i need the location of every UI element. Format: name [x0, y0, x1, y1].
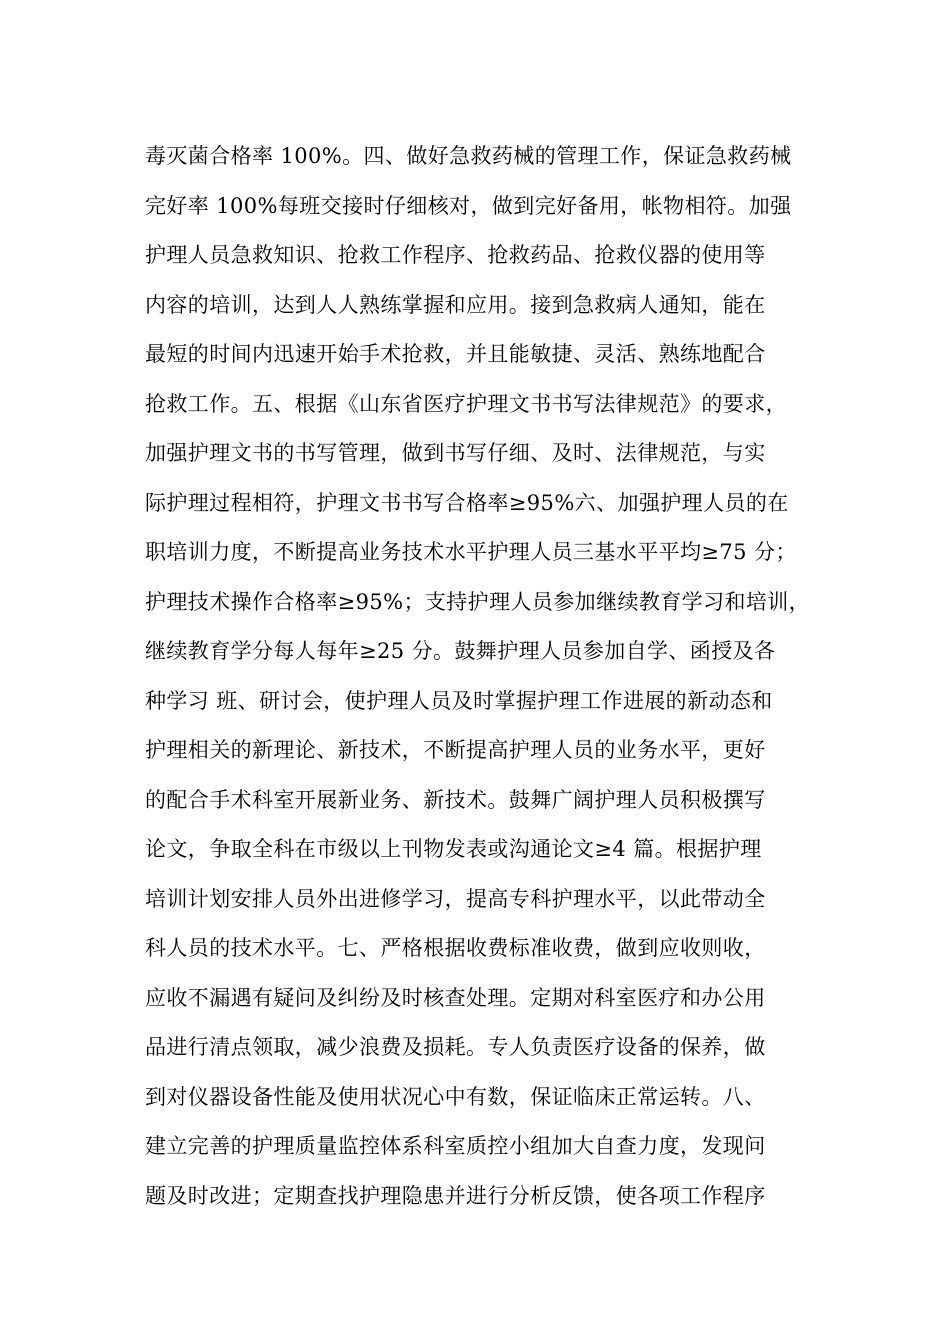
text-line: 最短的时间内迅速开始手术抢救，并且能敏捷、灵活、熟练地配合: [145, 342, 766, 366]
text-line: 培训计划安排人员外出进修学习，提高专科护理水平，以此带动全: [145, 886, 766, 911]
text-line: 的配合手术科室开展新业务、新技术。鼓舞广阔护理人员积极撰写: [145, 787, 766, 812]
text-line: 种学习 班、研讨会，使护理人员及时掌握护理工作进展的新动态和: [145, 688, 773, 713]
text-line: 抢救工作。五、根据《山东省医疗护理文书书写法律规范》的要求，: [145, 391, 787, 416]
body-text: [145, 132, 825, 1221]
text-line: 护理人员急救知识、抢救工作程序、抢救药品、抢救仪器的使用等: [145, 243, 766, 267]
text-line: 论文，争取全科在市级以上刊物发表或沟通论文≥4 篇。根据护理: [145, 837, 762, 861]
text-line: 毒灭菌合格率 100%。四、做好急救药械的管理工作，保证急救药械: [145, 144, 792, 168]
text-line: 科人员的技术水平。七、严格根据收费标准收费，做到应收则收，: [145, 936, 766, 960]
text-line: 加强护理文书的书写管理，做到书写仔细、及时、法律规范，与实: [145, 441, 766, 465]
text-line: 继续教育学分每人每年≥25 分。鼓舞护理人员参加自学、函授及各: [145, 639, 776, 663]
text-line: 内容的培训，达到人人熟练掌握和应用。接到急救病人通知，能在: [145, 292, 766, 317]
text-line: 题及时改进；定期查找护理隐患并进行分析反馈，使各项工作程序: [145, 1183, 766, 1208]
text-line: 建立完善的护理质量监控体系科室质控小组加大自查力度，发现问: [145, 1134, 766, 1158]
text-line: 到对仪器设备性能及使用状况心中有数，保证临床正常运转。八、: [145, 1084, 766, 1109]
text-line: 护理技术操作合格率≥95%；支持护理人员参加继续教育学习和培训，: [145, 589, 811, 614]
text-line: 职培训力度，不断提高业务技术水平护理人员三基水平平均≥75 分；: [145, 540, 797, 564]
text-line: 护理相关的新理论、新技术，不断提高护理人员的业务水平，更好: [145, 738, 766, 762]
text-line: 际护理过程相符，护理文书书写合格率≥95%六、加强护理人员的在: [145, 490, 789, 515]
text-line: 完好率 100%每班交接时仔细核对，做到完好备用，帐物相符。加强: [145, 193, 792, 218]
text-line: 品进行清点领取，减少浪费及损耗。专人负责医疗设备的保养，做: [145, 1035, 766, 1059]
text-line: 应收不漏遇有疑问及纠纷及时核查处理。定期对科室医疗和办公用: [145, 985, 766, 1010]
